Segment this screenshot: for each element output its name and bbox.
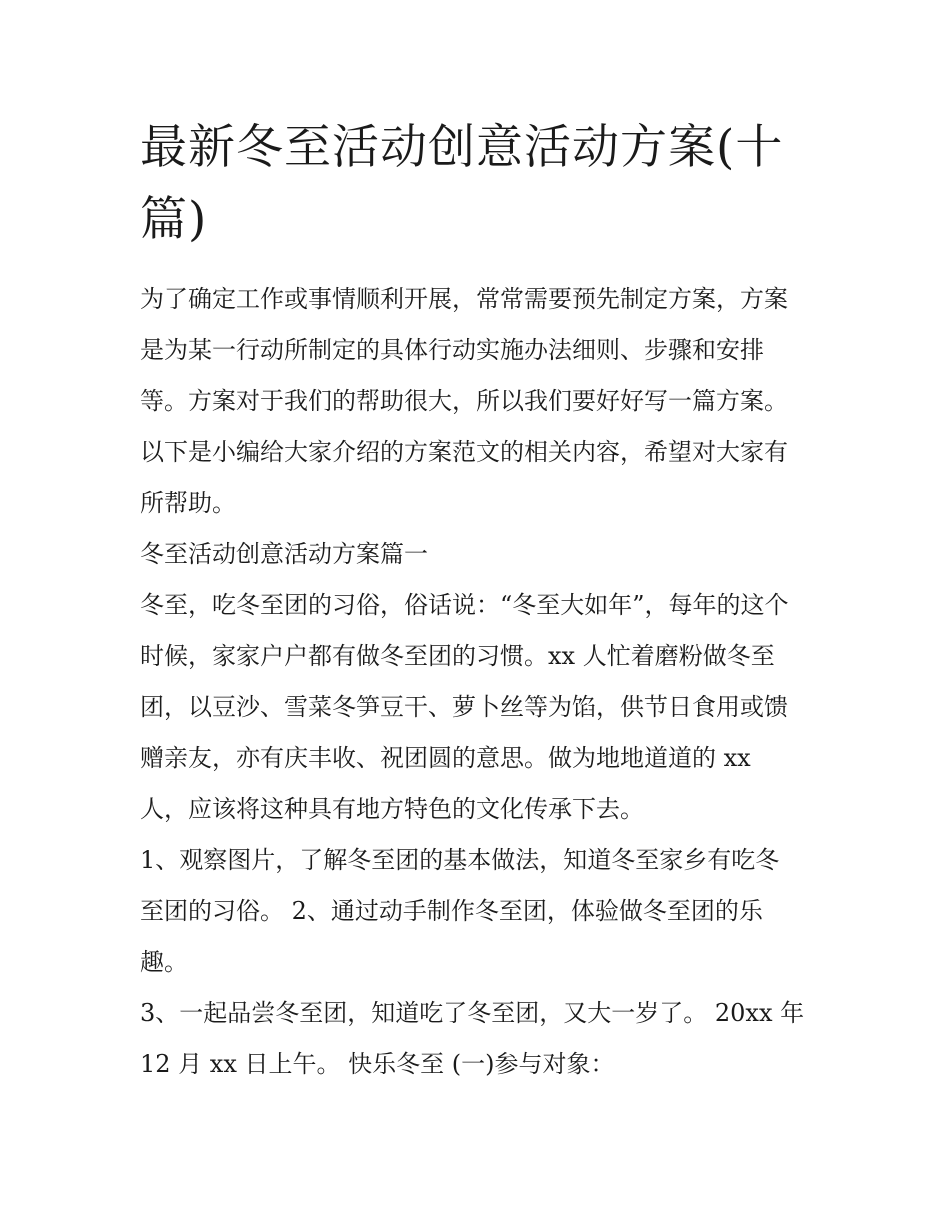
text-line: 人，应该将这种具有地方特色的文化传承下去。	[140, 795, 644, 823]
intro-paragraph	[140, 274, 816, 529]
text-line: 为了确定工作或事情顺利开展，常常需要预先制定方案，方案	[140, 285, 788, 313]
text-line: 趣。	[140, 948, 188, 976]
document-page	[140, 112, 816, 1090]
text-line: 是为某一行动所制定的具体行动实施办法细则、步骤和安排	[140, 336, 764, 364]
text-line: 时候，家家户户都有做冬至团的习惯。xx 人忙着磨粉做冬至	[140, 642, 775, 670]
text-line: 至团的习俗。 2、通过动手制作冬至团，体验做冬至团的乐	[140, 897, 763, 925]
text-line: 团，以豆沙、雪菜冬笋豆干、萝卜丝等为馅，供节日食用或馈	[140, 693, 788, 721]
text-line: 12 月 xx 日上午。 快乐冬至 (一)参与对象：	[140, 1050, 615, 1078]
document-title	[140, 112, 816, 256]
text-line: 所帮助。	[140, 489, 236, 517]
title-line: 最新冬至活动创意活动方案(十	[140, 120, 784, 175]
body-paragraph	[140, 580, 816, 1090]
text-line: 3、一起品尝冬至团，知道吃了冬至团，又大一岁了。 20xx 年	[140, 999, 805, 1027]
text-line: 等。方案对于我们的帮助很大，所以我们要好好写一篇方案。	[140, 387, 788, 415]
text-line: 1、观察图片，了解冬至团的基本做法，知道冬至家乡有吃冬	[140, 846, 780, 874]
section-heading: 冬至活动创意活动方案篇一	[140, 540, 428, 568]
text-line: 赠亲友，亦有庆丰收、祝团圆的意思。做为地地道道的 xx	[140, 744, 751, 772]
title-line: 篇)	[140, 192, 208, 247]
text-line: 以下是小编给大家介绍的方案范文的相关内容，希望对大家有	[140, 438, 788, 466]
text-line: 冬至，吃冬至团的习俗，俗话说：“冬至大如年”，每年的这个	[140, 591, 789, 619]
